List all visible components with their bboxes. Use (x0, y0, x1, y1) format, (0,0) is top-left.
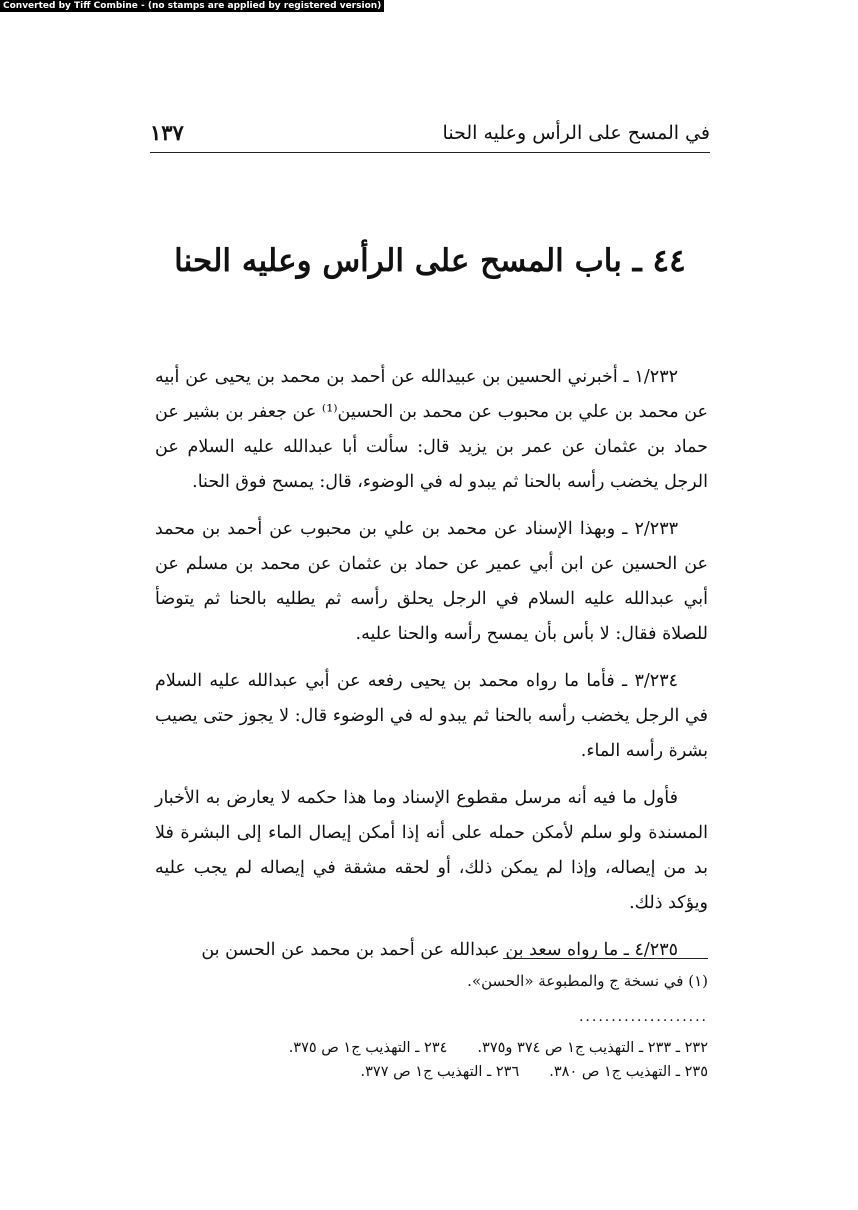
page-header (150, 118, 710, 154)
running-title: في المسح على الرأس وعليه الحنا (442, 122, 710, 144)
hadith-paragraph-1: ١/٢٣٢ ـ أخبرني الحسين بن عبيدالله عن أحمد بن محمد بن يحيى عن أبيه عن محمد بن علي بن محبوب عن محمد بن الحسين⁽¹⁾ عن جعفر بن بشير عن حماد بن عثمان عن عمر بن يزيد قال: سألت أبا عبدالله عليه السلام عن الرجل يخضب رأسه بالحنا ثم يبدو له في الوضوء، قال: يمسح فوق الحنا. (155, 367, 708, 492)
reference-item: ٢٣٦ ـ التهذيب ج١ ص ٣٧٧. (360, 1064, 520, 1080)
reference-line (155, 1036, 708, 1060)
reference-line (155, 1060, 708, 1084)
reference-item: ٢٣٥ ـ التهذيب ج١ ص ٣٨٠. (549, 1064, 708, 1080)
page-number: ١٣٧ (150, 120, 184, 145)
hadith-paragraph-3: ٣/٢٣٤ ـ فأما ما رواه محمد بن يحيى رفعه عن أبي عبدالله عليه السلام في الرجل يخضب رأسه بالحنا ثم يبدو له في الوضوء قال: لا يجوز حتى يصيب بشرة رأسه الماء. (155, 671, 708, 761)
footnote-rule (503, 958, 708, 959)
reference-item: ٢٣٢ ـ ٢٣٣ ـ التهذيب ج١ ص ٣٧٤ و٣٧٥. (477, 1040, 708, 1056)
header-rule (150, 152, 710, 153)
chapter-title: ٤٤ ـ باب المسح على الرأس وعليه الحنا (174, 243, 686, 279)
hadith-paragraph-4: ٤/٢٣٥ ـ ما رواه سعد بن عبدالله عن أحمد بن محمد عن الحسن بن (201, 940, 678, 960)
dotted-separator: .................... (578, 1009, 708, 1025)
body-text (155, 360, 708, 980)
source-references (155, 1036, 708, 1084)
reference-item: ٢٣٤ ـ التهذيب ج١ ص ٣٧٥. (288, 1040, 448, 1056)
conversion-banner: Converted by Tiff Combine - (no stamps are applied by registered version) (0, 0, 384, 12)
hadith-paragraph-2: ٢/٢٣٣ ـ وبهذا الإسناد عن محمد بن علي بن محبوب عن أحمد بن محمد عن الحسين عن ابن أبي عمير عن حماد بن عثمان عن محمد بن مسلم عن أبي عبدالله عليه السلام في الرجل يحلق رأسه ثم يطليه بالحنا ثم يتوضأ للصلاة فقال: لا بأس بأن يمسح رأسه والحنا عليه. (155, 519, 708, 644)
footnote: (١) في نسخة ج والمطبوعة «الحسن». (467, 972, 708, 990)
commentary-paragraph: فأول ما فيه أنه مرسل مقطوع الإسناد وما هذا حكمه لا يعارض به الأخبار المسندة ولو سلم لأمكن حمله على أنه إذا أمكن إيصال الماء إلى البشرة فلا بد من إيصاله، وإذا لم يمكن ذلك، أو لحقه مشقة في إيصاله لم يجب عليه ويؤكد ذلك. (155, 788, 708, 913)
